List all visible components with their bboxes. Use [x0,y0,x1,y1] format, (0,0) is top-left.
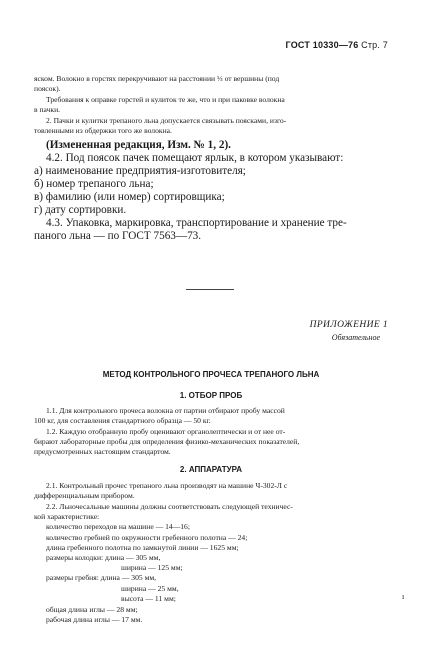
text-line: бирают лабораторные пробы для определения физико-механических показателей, [34,437,300,446]
text-line: 2.2. Льночесальные машины должны соответствовать следующей техничес- [46,502,293,511]
list-item: б) номер трепаного льна; [34,178,154,190]
text-line: дифференциальным прибором. [34,491,135,500]
margin-mark: ı [402,592,405,601]
spec-line: высота — 11 мм; [121,594,176,603]
spec-line: размеры гребня: длина — 305 мм, [46,573,157,582]
standard-number: ГОСТ 10330—76 [285,40,359,50]
list-item: г) дату сортировки. [34,204,127,216]
list-item: в) фамилию (или номер) сортировщика; [34,191,225,203]
page-header [286,40,388,50]
appendix-note: Обязательное [331,333,380,342]
page-number: Стр. 7 [361,40,388,50]
text-line: 2.1. Контрольный прочес трепаного льна производят на машине Ч-302-Л с [46,481,288,490]
text-line: 4.3. Упаковка, маркировка, транспортирование и хранение тре- [46,217,347,229]
text-line: поясок). [34,84,61,93]
spec-line: количество переходов на машине — 14—16; [46,522,190,531]
spec-line: ширина — 125 мм; [121,563,183,572]
text-line: яском. Волокно в горстях перекручивают на расстоянии ⅓ от вершины (под [34,74,280,83]
amendment-note: (Измененная редакция, Изм. № 1, 2). [46,139,231,151]
list-item: а) наименование предприятия-изготовителя; [34,165,246,177]
spec-line: количество гребней по окружности гребенного полотна — 24; [46,533,248,542]
spec-line: общая длина иглы — 28 мм; [46,605,138,614]
appendix-label: ПРИЛОЖЕНИЕ 1 [309,320,388,330]
spec-line: размеры колодки: длина — 305 мм, [46,553,161,562]
spec-line: ширина — 25 мм, [121,584,179,593]
method-title: МЕТОД КОНТРОЛЬНОГО ПРОЧЕСА ТРЕПАНОГО ЛЬНА [102,370,320,379]
spec-line: длина гребенного полотна по замкнутой линии — 1625 мм; [46,543,239,552]
text-line: 2. Пачки и кулитки трепаного льна допускается связывать поясками, изго- [46,116,287,125]
text-line: 100 кг, для составления стандартного образца — 50 кг. [34,416,211,425]
text-line: 1.2. Каждую отобранную пробу оценивают органолептически и от нее от- [46,427,286,436]
text-line: в пачки. [34,105,61,114]
section-divider [186,289,234,290]
text-line: паного льна — по ГОСТ 7563—73. [34,230,202,242]
text-line: 1.1. Для контрольного прочеса волокна от партии отбирают пробу массой [46,406,285,415]
section-1-title: 1. ОТБОР ПРОБ [179,391,243,400]
section-2-title: 2. АППАРАТУРА [179,465,243,474]
text-line: предусмотренных настоящим стандартом. [34,447,171,456]
text-line: кой характеристике: [34,512,100,521]
text-line: 4.2. Под поясок пачек помещают ярлык, в котором указывают: [46,152,344,164]
spec-line: рабочая длина иглы — 17 мм. [46,615,143,624]
text-line: товленными из обдержки того же волокна. [34,126,172,135]
text-line: Требования к оправке горстей и кулиток те же, что и при паковке волокна [46,95,285,104]
